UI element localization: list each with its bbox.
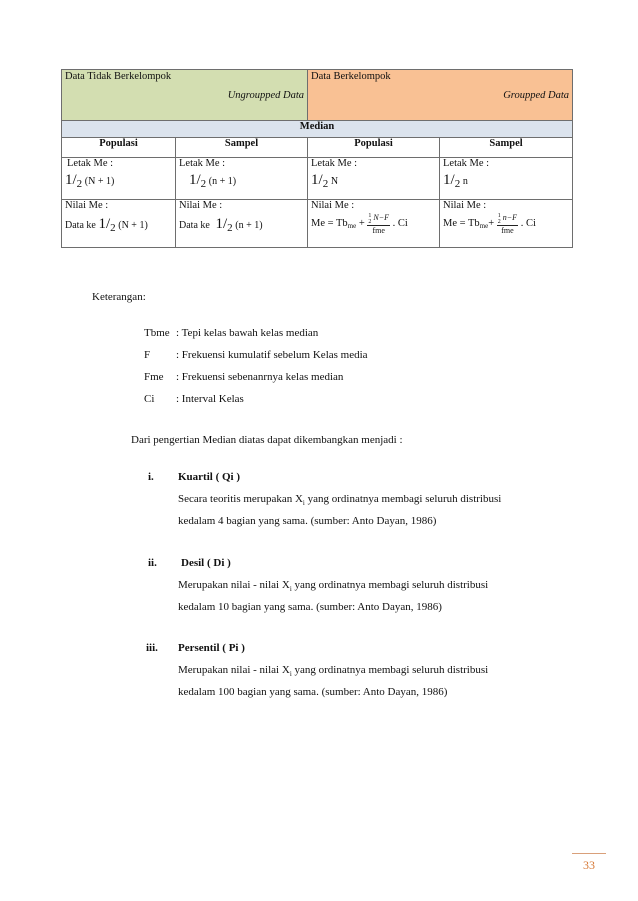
keterangan-key: Ci: [144, 393, 155, 405]
letak-label: Letak Me :: [311, 158, 358, 169]
keterangan-item: [144, 349, 368, 361]
median-formula: Me = Tbme+ 1 2 n−F fme . Ci: [443, 213, 536, 235]
keterangan-desc: : Tepi kelas bawah kelas median: [176, 327, 319, 339]
section-title: Persentil ( Pi ): [178, 642, 245, 654]
section-text: kedalam 100 bagian yang sama. (sumber: Anto Dayan, 1986): [178, 686, 448, 698]
nilai-value: (n + 1): [235, 220, 263, 231]
median-formula: Me = Tbme + 1 2 N−F fme . Ci: [311, 213, 408, 235]
section-number: ii.: [148, 557, 157, 569]
section-text: kedalam 10 bagian yang sama. (sumber: Anto Dayan, 1986): [178, 601, 442, 613]
data-ke-label: Data ke: [179, 220, 210, 231]
letak-populasi-ungrouped: [62, 158, 176, 200]
letak-label: Letak Me :: [67, 158, 114, 169]
nilai-sampel-grouped: [440, 200, 573, 248]
fraction-half: $1/_2$: [98, 216, 116, 234]
keterangan-key: Tbme: [144, 327, 170, 339]
nilai-label: Nilai Me :: [65, 200, 109, 211]
median-header: Median: [62, 121, 573, 138]
nilai-populasi-grouped: [308, 200, 440, 248]
keterangan-item: [144, 393, 244, 405]
letak-value: (N + 1): [84, 176, 115, 187]
letak-value: N: [330, 176, 339, 187]
section-title: Desil ( Di ): [181, 557, 231, 569]
col-populasi-2: Populasi: [308, 138, 440, 158]
fraction-half: $1/_2$: [443, 172, 461, 190]
letak-sampel-ungrouped: [176, 158, 308, 200]
header-ungrouped: [62, 70, 308, 121]
section-number: i.: [148, 471, 154, 483]
section-number: iii.: [146, 642, 158, 654]
section-text: Secara teoritis merupakan $X_i$ yang ordinatnya membagi seluruh distribusi: [178, 493, 502, 508]
letak-label: Letak Me :: [443, 158, 490, 169]
col-populasi-1: Populasi: [62, 138, 176, 158]
nilai-label: Nilai Me :: [443, 200, 487, 211]
header-grouped: [308, 70, 573, 121]
header-grouped-subtitle: Groupped Data: [503, 90, 570, 101]
fraction-half: $1/_2$: [65, 172, 83, 190]
median-table: [61, 69, 573, 248]
keterangan-item: [144, 327, 318, 339]
nilai-value: (N + 1): [118, 220, 148, 231]
section-text: kedalam 4 bagian yang sama. (sumber: Anto Dayan, 1986): [178, 515, 437, 527]
letak-value: n: [462, 176, 468, 187]
keterangan-desc: : Frekuensi kumulatif sebelum Kelas media: [176, 349, 368, 361]
col-sampel-1: Sampel: [176, 138, 308, 158]
section-text: Merupakan nilai - nilai $X_i$ yang ordinatnya membagi seluruh distribusi: [178, 579, 489, 594]
data-ke-label: Data ke: [65, 220, 96, 231]
section-text: Merupakan nilai - nilai $X_i$ yang ordinatnya membagi seluruh distribusi: [178, 664, 489, 679]
keterangan-desc: : Interval Kelas: [176, 393, 244, 405]
letak-label: Letak Me :: [179, 158, 226, 169]
nilai-populasi-ungrouped: [62, 200, 176, 248]
keterangan-desc: : Frekuensi sebenanrnya kelas median: [176, 371, 344, 383]
letak-sampel-grouped: [440, 158, 573, 200]
letak-value: (n + 1): [208, 176, 237, 187]
header-grouped-title: Data Berkelompok: [311, 71, 391, 82]
nilai-sampel-ungrouped: [176, 200, 308, 248]
page-number: 33: [583, 858, 595, 872]
keterangan-item: [144, 371, 343, 383]
section-title: Kuartil ( Qi ): [178, 471, 241, 483]
keterangan-title: Keterangan:: [92, 291, 146, 303]
col-sampel-2: Sampel: [440, 138, 573, 158]
page-number-rule: [572, 853, 606, 854]
nilai-label: Nilai Me :: [179, 200, 223, 211]
fraction-half: $1/_2$: [215, 216, 233, 234]
fraction-half: $1/_2$: [189, 172, 207, 190]
keterangan-key: F: [144, 349, 151, 361]
letak-populasi-grouped: [308, 158, 440, 200]
keterangan-key: Fme: [144, 371, 164, 383]
header-ungrouped-subtitle: Ungroupped Data: [227, 90, 305, 101]
intro-text: Dari pengertian Median diatas dapat dikembangkan menjadi :: [131, 434, 403, 446]
fraction-half: $1/_2$: [311, 172, 329, 190]
header-ungrouped-title: Data Tidak Berkelompok: [65, 71, 172, 82]
nilai-label: Nilai Me :: [311, 200, 355, 211]
